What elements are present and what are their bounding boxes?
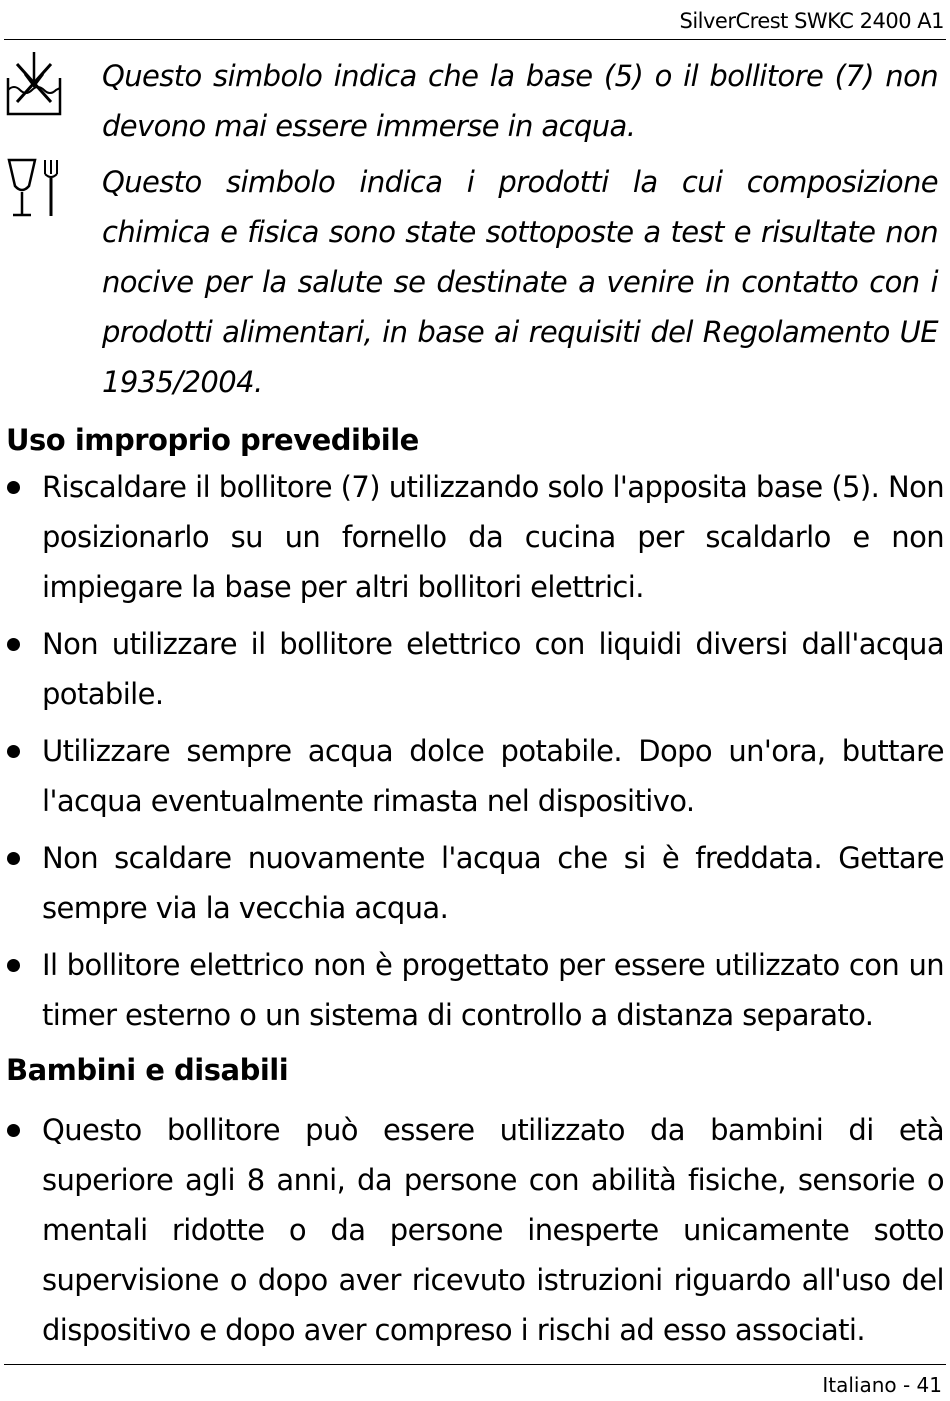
no-immersion-icon	[5, 50, 63, 118]
bullet-icon	[7, 481, 20, 494]
misuse-list	[0, 462, 944, 1040]
section-heading-misuse: Uso improprio prevedibile	[6, 423, 419, 457]
bullet-icon	[7, 745, 20, 758]
list-item: Questo bollitore può essere utilizzato da bambini di età superiore agli 8 anni, da persone con abilità fisiche, sensorie o mentali ridotte o da persone inesperte unicamente sotto supervisione o dopo aver ricevuto istruzioni riguardo all'uso del dispositivo e dopo aver compreso i rischi ad esso associati.	[0, 1105, 944, 1355]
header-rule	[4, 39, 946, 40]
list-item: Non utilizzare il bollitore elettrico con liquidi diversi dall'acqua potabile.	[0, 619, 944, 719]
document-header: SilverCrest SWKC 2400 A1	[679, 9, 944, 33]
bullet-icon	[7, 852, 20, 865]
list-item: Non scaldare nuovamente l'acqua che si è freddata. Gettare sempre via la vecchia acqua.	[0, 833, 944, 933]
bullet-icon	[7, 1124, 20, 1137]
page-number: Italiano - 41	[822, 1373, 942, 1397]
list-item: Riscaldare il bollitore (7) utilizzando solo l'apposita base (5). Non posizionarlo su un fornello da cucina per scaldarlo e non impiegare la base per altri bollitori elettrici.	[0, 462, 944, 612]
bullet-icon	[7, 638, 20, 651]
list-item: Utilizzare sempre acqua dolce potabile. Dopo un'ora, buttare l'acqua eventualmente rimasta nel dispositivo.	[0, 726, 944, 826]
symbol-description-no-immersion: Questo simbolo indica che la base (5) o il bollitore (7) non devono mai essere immerse in acqua.	[102, 59, 938, 143]
section-heading-children: Bambini e disabili	[6, 1053, 289, 1087]
bullet-icon	[7, 959, 20, 972]
footer-rule	[4, 1364, 946, 1365]
symbol-description-food-safe: Questo simbolo indica i prodotti la cui composizione chimica e fisica sono state sottoposte a test e risultate non nocive per la salute se destinate a venire in contatto con i prodotti alimentari, in base ai requisiti del Regolamento UE 1935/2004.	[102, 165, 938, 399]
list-item: Il bollitore elettrico non è progettato per essere utilizzato con un timer esterno o un sistema di controllo a distanza separato.	[0, 940, 944, 1040]
children-list	[0, 1105, 944, 1355]
food-safe-icon	[5, 156, 63, 220]
